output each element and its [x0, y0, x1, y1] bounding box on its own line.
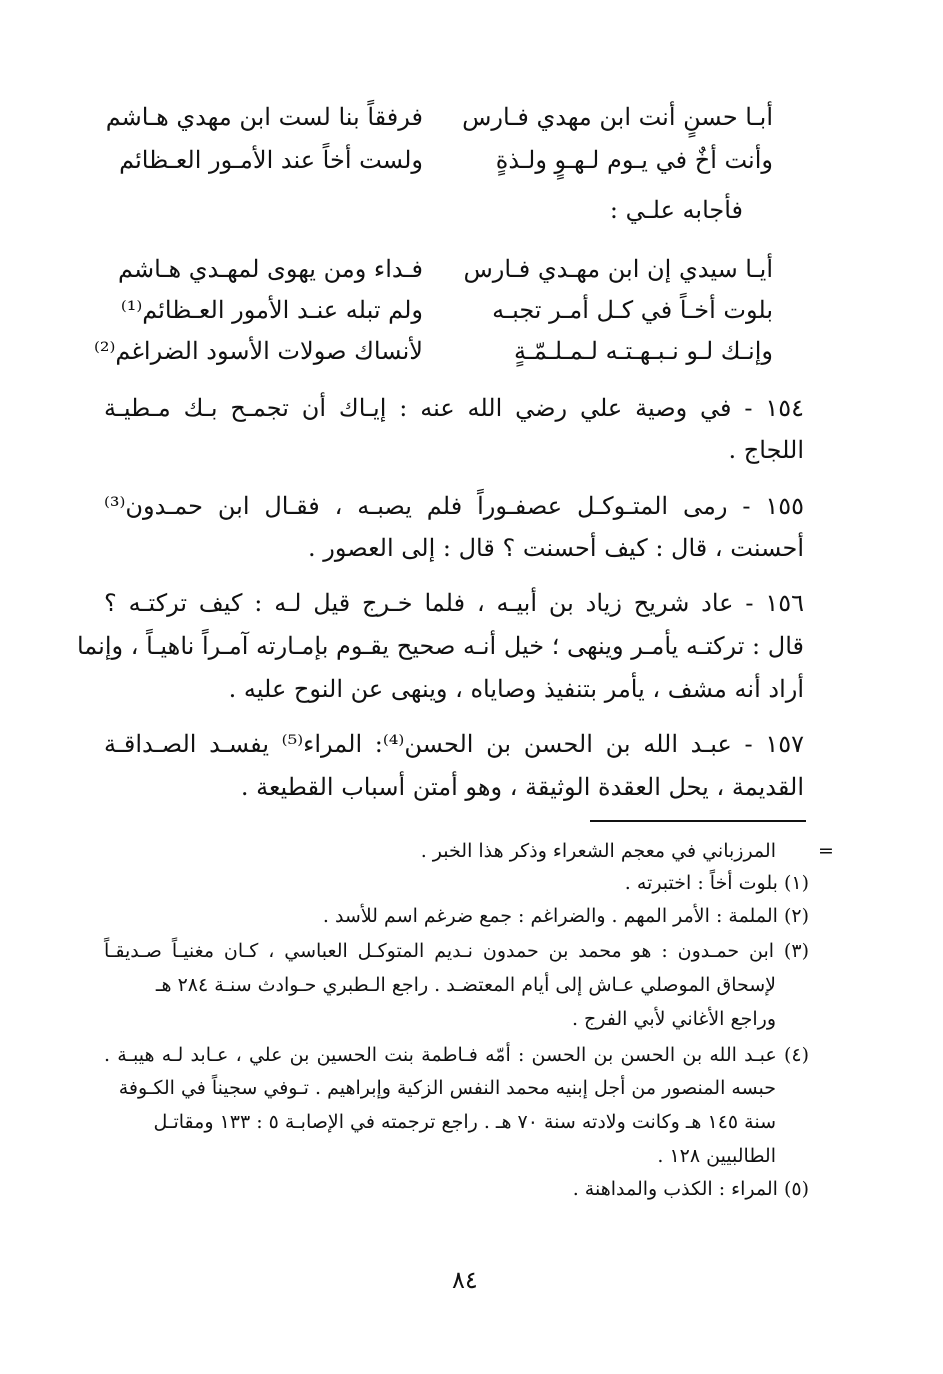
- poem1-verse1-right-hemistich: أبـا حسنٍ أنت ابن مهدي فـارس: [462, 103, 773, 131]
- poem1-verse2-right-hemistich: وأنت أخٌ في يـوم لـهـوٍ ولـذةٍ: [495, 146, 773, 174]
- paragraph-155-line2: أحسنت ، قال : كيف أحسنت ؟ قال : إلى العصور .: [308, 534, 804, 562]
- poem2-verse3-right-hemistich: وإنـك لـو نـبـهـتـه لـمـلـمّـةٍ: [513, 337, 773, 365]
- footnote-1: (١) بلوت أخاً : اختبرته .: [624, 872, 809, 894]
- footnote-continuation: المرزباني في معجم الشعراء وذكر هذا الخبر .: [420, 840, 776, 862]
- page-number: ٨٤: [452, 1266, 478, 1294]
- footnote-4-line4: الطالبيين ١٢٨ .: [657, 1145, 776, 1167]
- poem1-verse2-left-hemistich: ولست أخاً عند الأمـور العـظائم: [119, 146, 423, 174]
- paragraph-154-line2: اللجاج .: [728, 436, 804, 464]
- poem2-verse2-right-hemistich: بلوت أخـاً في كـل أمـر تجبـه: [492, 296, 773, 324]
- paragraph-156-line1: ١٥٦ - عاد شريح زياد بن أبيـه ، فلما خـرج قيل لـه : كيف تركتـه ؟: [104, 589, 804, 617]
- poem1-verse1-left-hemistich: فرفقاً بنا لست ابن مهدي هـاشم: [105, 103, 423, 131]
- poem2-verse1-left-hemistich: فـداء ومن يهوى لمهـدي هـاشم: [118, 255, 423, 283]
- paragraph-154-line1: ١٥٤ - في وصية علي رضي الله عنه : إيـاك أن تجمـح بـك مـطيـة: [104, 394, 804, 422]
- footnote-continuation-mark: =: [818, 840, 834, 862]
- paragraph-156-line3: أراد أنه مشف ، يأمر بتنفيذ وصاياه ، وينهى عن النوح عليه .: [228, 675, 804, 703]
- footnote-separator: [590, 820, 806, 822]
- paragraph-156-line2: قال : تركتـه يأمـر وينهى ؛ خيل أنـه صحيح يقـوم بإمـارته آمـراً ناهيـاً ، وإنما: [76, 632, 804, 660]
- poem2-verse3-left-hemistich: لأنساك صولات الأسود الضراغم⁽²⁾: [93, 337, 423, 365]
- answer-intro: فأجابه علـي :: [609, 196, 743, 224]
- footnote-4-line3: سنة ١٤٥ هـ وكانت ولادته سنة ٧٠ هـ . راجع ترجمته في الإصابـة ٥ : ١٣٣ ومقاتـل: [153, 1111, 776, 1133]
- footnote-4-line1: (٤) عبـد الله بن الحسن بن الحسن : أمّه فـاطمة بنت الحسين بن علي ، عـابد لـه هيبـة .: [104, 1044, 809, 1066]
- poem2-verse2-left-hemistich: ولم تبله عنـد الأمور العـظائم⁽¹⁾: [120, 296, 423, 324]
- footnote-3-line3: وراجع الأغاني لأبي الفرج .: [571, 1008, 776, 1030]
- footnote-3-line2: لإسحاق الموصلي عـاش إلى أيام المعتضـد . راجع الـطبري حـوادث سنـة ٢٨٤ هـ: [155, 974, 776, 996]
- footnote-3-line1: (٣) ابن حمـدون : هو محمد بن حمدون نـديم المتوكـل العباسي ، كـان مغنيـاً صـديقـاً: [104, 940, 809, 962]
- paragraph-157-line2: القديمة ، يحل العقدة الوثيقة ، وهو أمتن أسباب القطيعة .: [240, 773, 804, 801]
- footnote-5: (٥) المراء : الكذب والمداهنة .: [572, 1178, 809, 1200]
- paragraph-157-line1: ١٥٧ - عبـد الله بن الحسن بن الحسن⁽⁴⁾: المراء⁽⁵⁾ يفسـد الصـداقـة: [104, 730, 804, 758]
- poem2-verse1-right-hemistich: أيـا سيدي إن ابن مهـدي فـارس: [463, 255, 773, 283]
- paragraph-155-line1: ١٥٥ - رمى المتـوكـل عصفـوراً فلم يصبـه ، فقـال ابن حمـدون⁽³⁾: [104, 492, 804, 520]
- footnote-2: (٢) الملمة : الأمر المهم . والضراغم : جمع ضرغم اسم للأسد .: [322, 905, 809, 927]
- footnote-4-line2: حبسه المنصور من أجل إبنيه محمد النفس الزكية وإبراهيم . تـوفي سجيناً في الكـوفة: [118, 1077, 776, 1099]
